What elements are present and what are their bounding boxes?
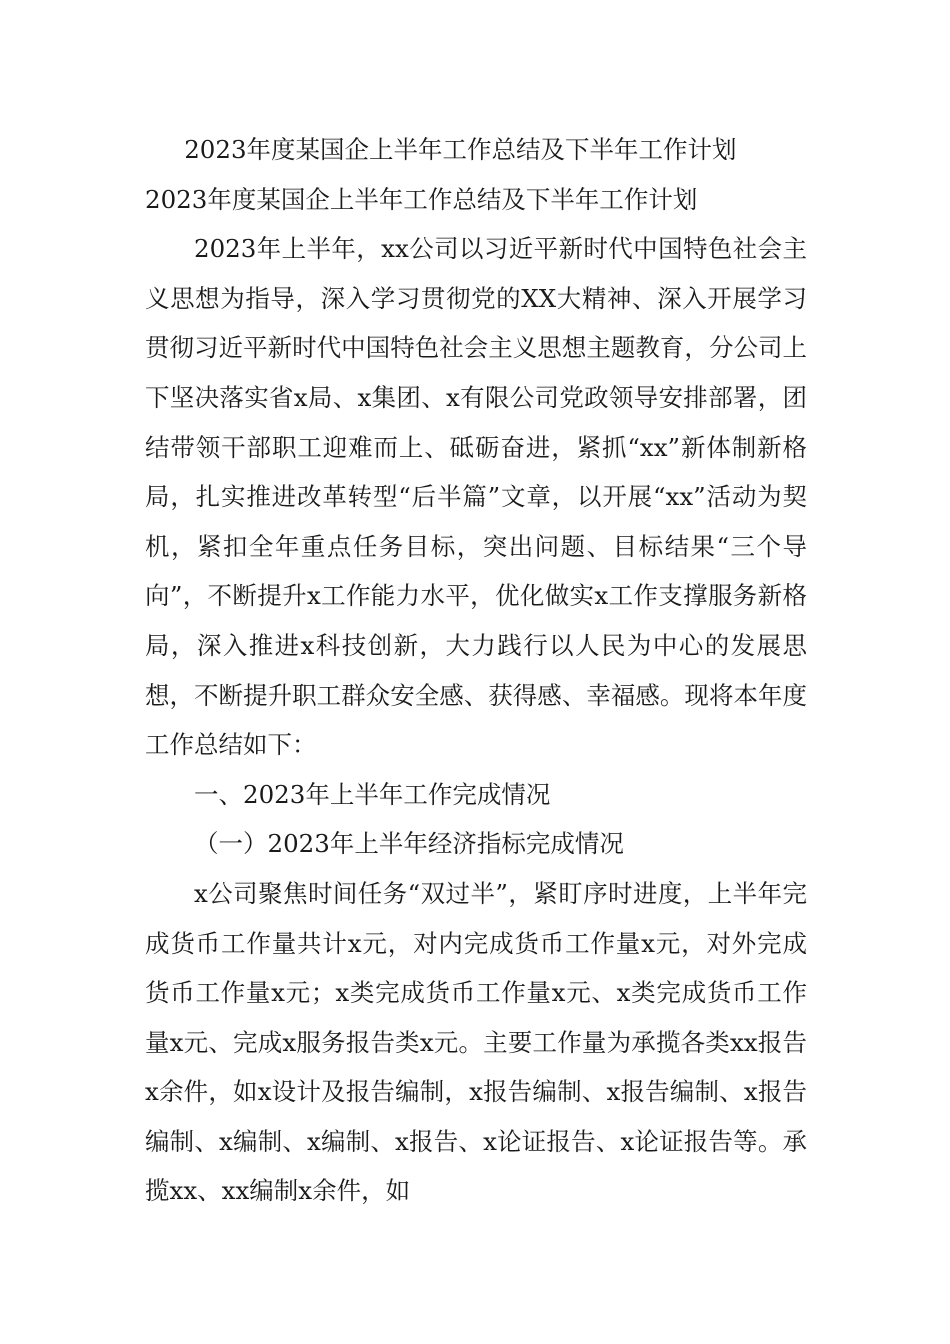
document-title: 2023年度某国企上半年工作总结及下半年工作计划 xyxy=(184,135,737,164)
intro-paragraph: 2023年上半年，xx公司以习近平新时代中国特色社会主义思想为指导，深入学习贯彻党的XX大精神、深入开展学习贯彻习近平新时代中国特色社会主义思想主题教育，分公司上下坚决落实省x局、x集团、x有限公司党政领导安排部署，团结带领干部职工迎难而上、砥砺奋进，紧抓“xx”新体制新格局，扎实推进改革转型“后半篇”文章，以开展“xx”活动为契机，紧扣全年重点任务目标，突出问题、目标结果“三个导向”，不断提升x工作能力水平，优化做实x工作支撑服务新格局，深入推进x科技创新，大力践行以人民为中心的发展思想，不断提升职工群众安全感、获得感、幸福感。现将本年度工作总结如下： xyxy=(145,234,807,760)
subsection-heading: （一）2023年上半年经济指标完成情况 xyxy=(194,829,624,859)
subsection-paragraph: x公司聚焦时间任务“双过半”，紧盯序时进度，上半年完成货币工作量共计x元，对内完成货币工作量x元，对外完成货币工作量x元；x类完成货币工作量x元、x类完成货币工作量x元、完成x服务报告类x元。主要工作量为承揽各类xx报告x余件，如x设计及报告编制，x报告编制、x报告编制、x报告编制、x编制、x编制、x报告、x论证报告、x论证报告等。承揽xx、xx编制x余件，如 xyxy=(145,878,807,1206)
document-subtitle: 2023年度某国企上半年工作总结及下半年工作计划 xyxy=(145,184,698,214)
section-heading: 一、2023年上半年工作完成情况 xyxy=(194,779,551,809)
document-body xyxy=(145,125,807,1216)
